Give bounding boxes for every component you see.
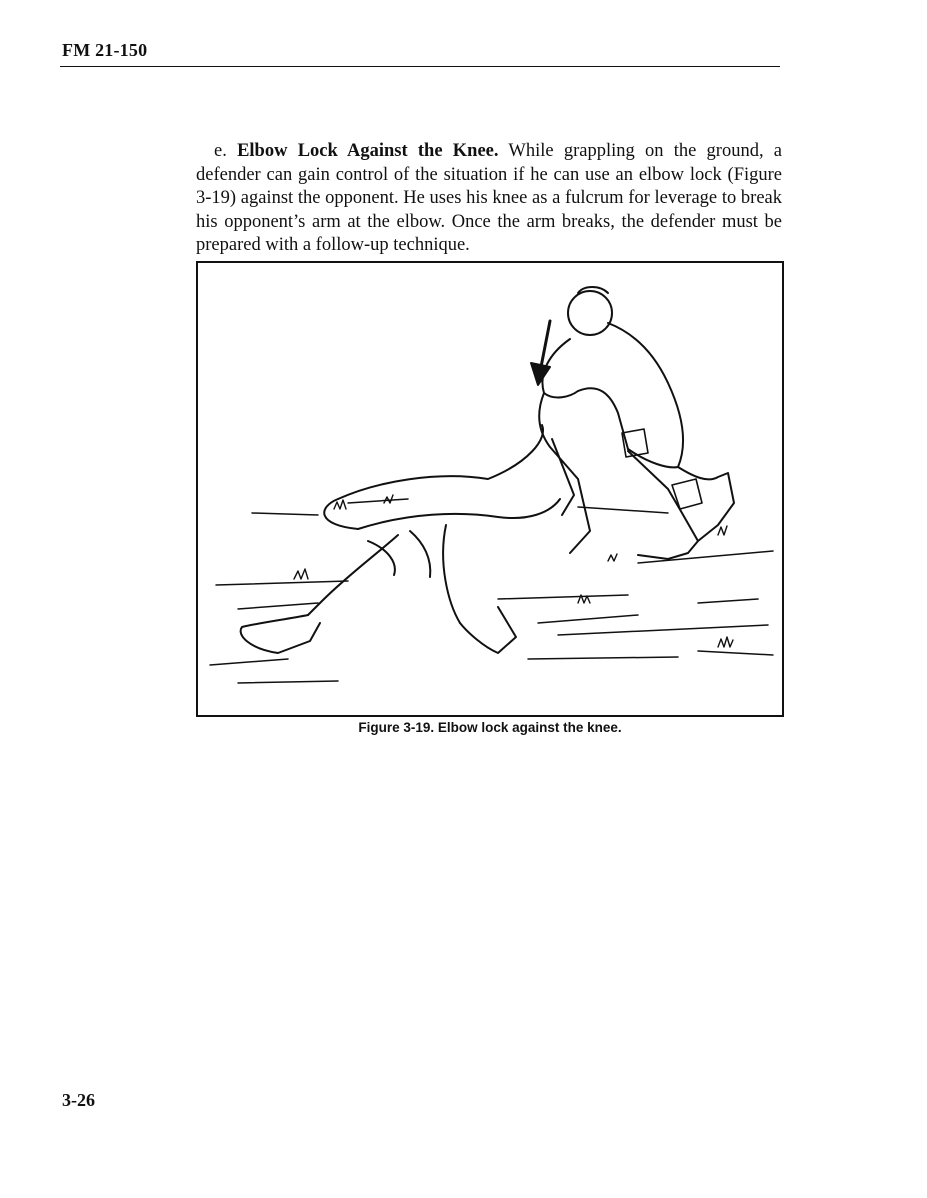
figure-illustration — [198, 263, 782, 715]
figure-caption: Figure 3-19. Elbow lock against the knee. — [358, 720, 622, 735]
ground-lines — [210, 499, 773, 683]
document-id: FM 21-150 — [62, 40, 148, 60]
page-number: 3-26 — [62, 1090, 95, 1110]
defender-figure — [539, 287, 734, 559]
section-paragraph — [196, 140, 782, 258]
figure-frame — [196, 261, 784, 717]
opponent-figure — [241, 425, 560, 653]
section-heading: Elbow Lock Against the Knee. — [237, 141, 499, 161]
section-body: While grappling on the ground, a defender can gain control of the situation if he can use an elbow lock (Figure 3-19) against the opponent. He uses his knee as a fulcrum for leverage to break his opponent’s arm at the elbow. Once the arm breaks, the defender must be prepared with a follow-up technique. — [196, 141, 783, 255]
arrow-icon — [531, 321, 550, 385]
section-marker: e. — [214, 141, 227, 161]
header-rule — [60, 66, 780, 67]
